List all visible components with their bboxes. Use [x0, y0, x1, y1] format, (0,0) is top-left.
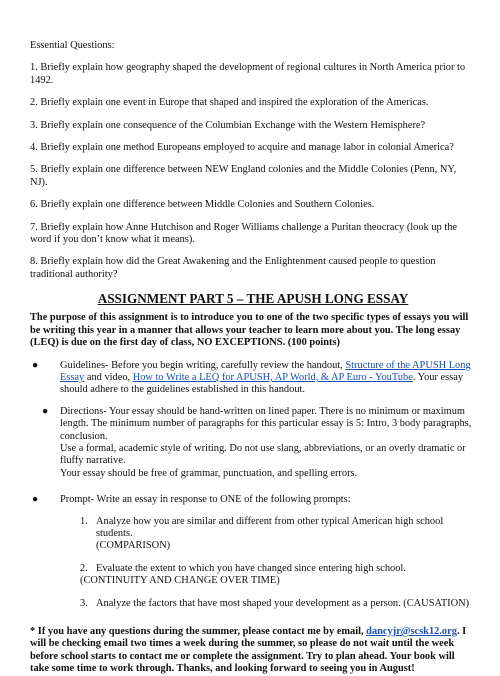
- guidelines-item: [30, 360, 476, 397]
- prompt-item: [30, 494, 476, 506]
- closing-text-b: . I will be checking email two times a week during the summer, so please do not wait until the week before school starts to contact me or complete the assignment. Try to plan ahead. Your book will take some time to work through. Thanks, and looking forward to seeing you in August!: [30, 626, 467, 675]
- question-1: 1. Briefly explain how geography shaped the development of regional cultures in North America prior to 1492.: [30, 62, 466, 86]
- prompt-option-category: (CONTINUITY AND CHANGE OVER TIME): [80, 575, 280, 587]
- question-4: 4. Briefly explain one method Europeans employed to acquire and manage labor in colonial America?: [30, 142, 454, 154]
- prompt-option-1: [58, 516, 476, 553]
- prompt-option-category: (COMPARISON): [96, 540, 171, 552]
- guidelines-text-c: . Your essay should adhere to the guidelines established in this handout.: [60, 371, 464, 396]
- assignment-title: ASSIGNMENT PART 5 – THE APUSH LONG ESSAY: [97, 291, 409, 307]
- directions-text-2: Use a formal, academic style of writing. Do not use slang, abbreviations, or an overly dramatic or fluffy narrative.: [60, 442, 466, 467]
- question-5: 5. Briefly explain one difference between NEW England colonies and the Middle Colonies (Penn, NY, NJ).: [30, 164, 457, 188]
- prompt-number: 1.: [80, 515, 88, 527]
- question-2: 2. Briefly explain one event in Europe that shaped and inspired the exploration of the Americas.: [30, 97, 429, 109]
- directions-text-3: Your essay should be free of grammar, punctuation, and spelling errors.: [60, 467, 358, 479]
- prompt-number: 3.: [80, 597, 88, 609]
- prompt-option-2: [58, 563, 476, 588]
- directions-text: - Your essay should be hand-written on lined paper. There is no minimum or maximum length. The minimum number of paragraphs for this particular essay is 5: Intro, 3 body paragraphs, conclusion.: [60, 405, 472, 442]
- question-6: 6. Briefly explain one difference between Middle Colonies and Southern Colonies.: [30, 199, 375, 211]
- bullet-icon: ●: [32, 359, 39, 371]
- directions-label: Directions: [60, 405, 104, 417]
- guidelines-text-b: and video,: [84, 371, 133, 383]
- question-3: 3. Briefly explain one consequence of the Columbian Exchange with the Western Hemisphere?: [30, 119, 426, 131]
- prompt-option-3: [58, 598, 476, 610]
- leq-video-link[interactable]: How to Write a LEQ for APUSH, AP World, & AP Euro - YouTube: [132, 371, 413, 383]
- assignment-intro: The purpose of this assignment is to introduce you to one of the two specific types of essays you will be writing this year in a manner that allows your teacher to learn more about you. The long essay (LEQ) is due on the first day of class, NO EXCEPTIONS. (100 points): [30, 312, 469, 349]
- structure-handout-link[interactable]: Structure of the APUSH Long Essay: [60, 359, 471, 383]
- prompt-text: - Write an essay in response to ONE of the following prompts:: [90, 494, 351, 506]
- question-8: 8. Briefly explain how did the Great Awakening and the Enlightenment caused people to question traditional authority?: [30, 256, 436, 280]
- guidelines-text-a: - Before you begin writing, carefully review the handout,: [105, 359, 346, 371]
- directions-item: [30, 406, 476, 480]
- prompt-option-line: Analyze how you are similar and different from other typical American high school students.: [96, 515, 444, 539]
- question-7: 7. Briefly explain how Anne Hutchison and Roger Williams challenge a Puritan theocracy (look up the word if you don’t know what it means).: [30, 221, 458, 246]
- closing-note: [30, 626, 476, 676]
- guidelines-label: Guidelines: [60, 359, 106, 371]
- prompt-option-line: Evaluate the extent to which you have changed since entering high school.: [96, 562, 406, 574]
- prompt-label: Prompt: [60, 494, 91, 506]
- prompt-list: [58, 516, 476, 610]
- bullet-icon: ●: [32, 494, 39, 506]
- bullet-icon: ●: [42, 405, 49, 417]
- teacher-email-link[interactable]: dancyjr@scsk12.org: [366, 626, 457, 637]
- prompt-number: 2.: [80, 562, 88, 574]
- essential-questions-heading: Essential Questions:: [30, 40, 115, 51]
- closing-text-a: * If you have any questions during the summer, please contact me by email,: [30, 626, 367, 637]
- prompt-option-line: Analyze the factors that have most shaped your development as a person. (CAUSATION): [96, 597, 470, 609]
